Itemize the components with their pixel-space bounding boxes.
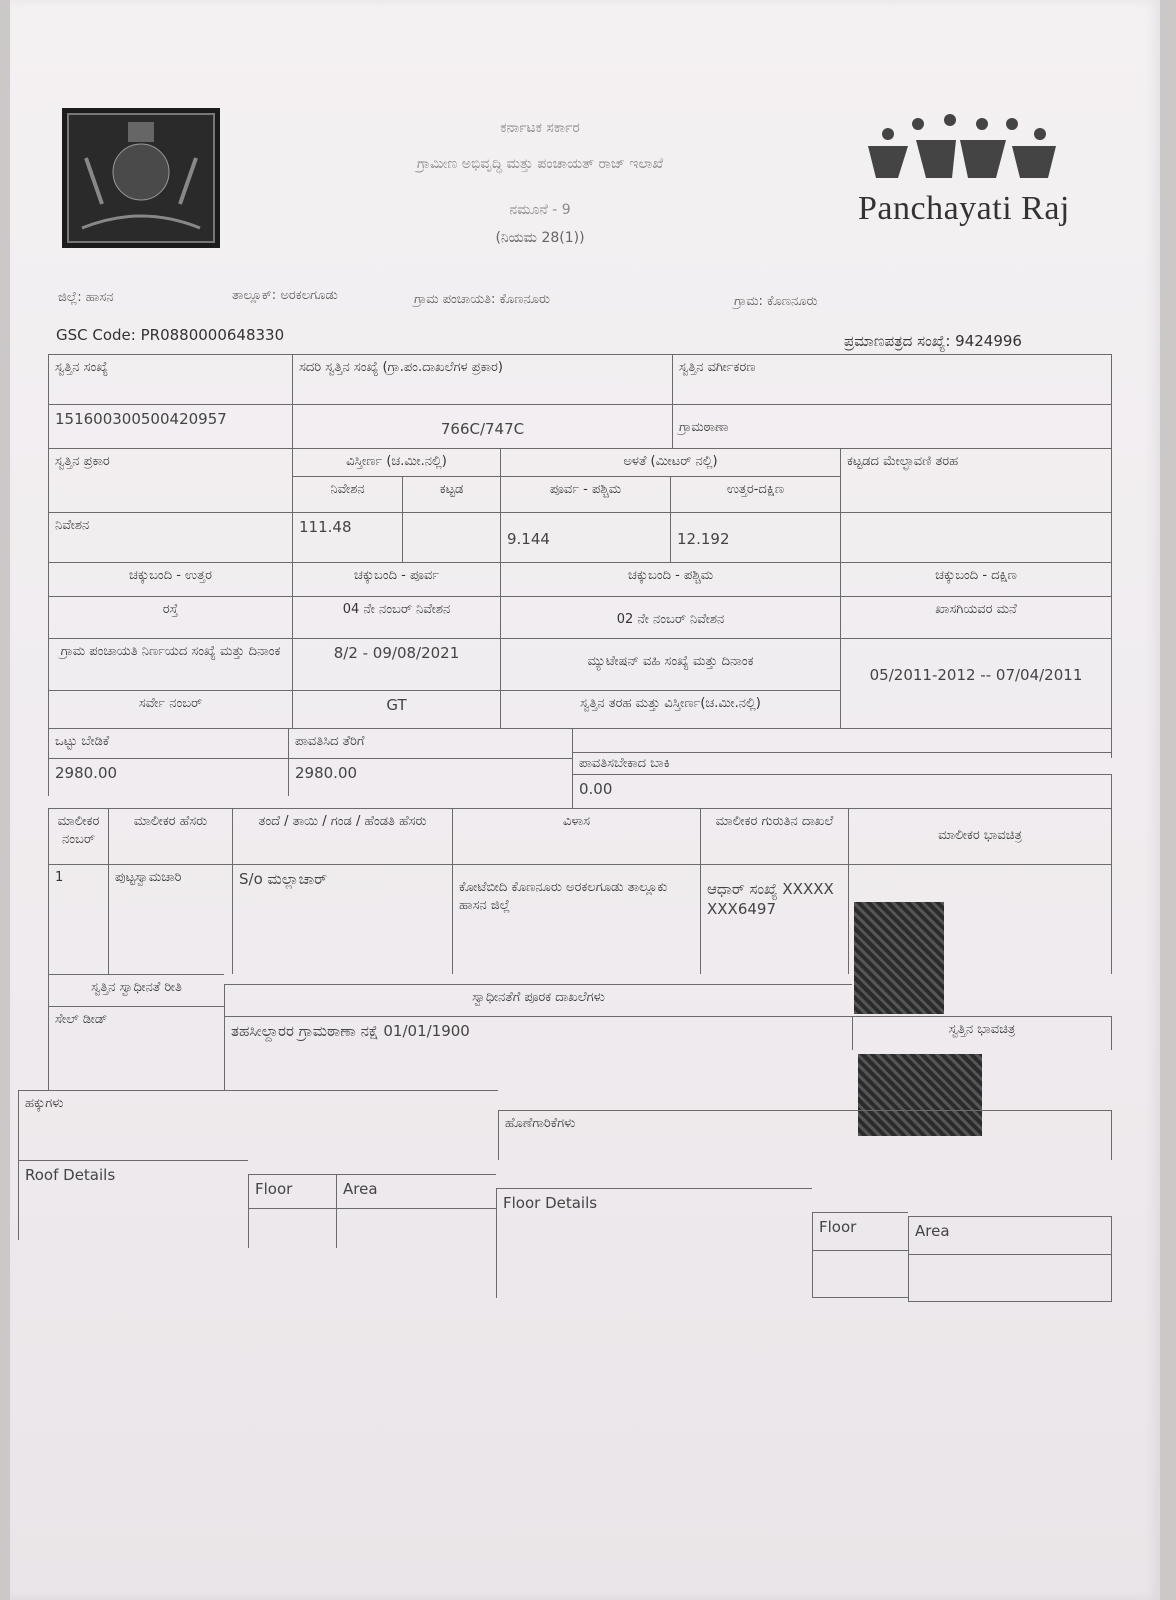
rights-label: ಹಕ್ಕುಗಳು [18, 1090, 498, 1160]
property-type-value: ನಿವೇಶನ [48, 512, 292, 562]
classification-value: ಗ್ರಾಮಠಾಣಾ [672, 404, 1112, 448]
site-label: ನಿವೇಶನ [292, 476, 402, 512]
dept-line: ಗ್ರಾಮೀಣ ಅಭಿವೃದ್ಧಿ ಮತ್ತು ಪಂಚಾಯತ್ ರಾಜ್ ಇಲಾಖೆ [416, 156, 664, 172]
east-boundary-value: 04 ನೇ ನಂಬರ್ ನಿವೇಶನ [292, 596, 500, 638]
owner-id-label: ಮಾಲೀಕರ ಗುರುತಿನ ದಾಖಲೆ [700, 808, 848, 864]
survey-number-label: ಸರ್ವೇ ನಂಬರ್ [48, 690, 292, 728]
property-number-label: ಸ್ವತ್ತಿನ ಸಂಖ್ಯೆ [48, 354, 292, 404]
rule-number: (ನಿಯಮ 28(1)) [495, 230, 585, 246]
roof-floor-label: Floor [248, 1174, 336, 1208]
district: ಜಿಲ್ಲೆ: ಹಾಸನ [58, 290, 114, 305]
survey-number-value: GT [292, 690, 500, 728]
east-boundary-label: ಚಕ್ಕುಬಂದಿ - ಪೂರ್ವ [292, 562, 500, 596]
east-west-label: ಪೂರ್ವ - ಪಶ್ಚಿಮ [500, 476, 670, 512]
floor-area-label: Area [908, 1216, 1112, 1254]
owner-id-value: ಆಧಾರ್ ಸಂಖ್ಯೆ XXXXXXXX6497 [700, 864, 848, 974]
dimension-label: ಅಳತೆ (ಮೀಟರ್ ನಲ್ಲಿ) [500, 448, 840, 476]
north-south-value: 12.192 [670, 512, 840, 562]
floor-details-label: Floor Details [496, 1188, 812, 1298]
owner-photo [854, 902, 944, 1014]
south-boundary-label: ಚಕ್ಕುಬಂದಿ - ದಕ್ಷಿಣ [840, 562, 1112, 596]
property-photo-label: ಸ್ವತ್ತಿನ ಭಾವಚಿತ್ರ [852, 1016, 1112, 1050]
panchayati-raj-title: Panchayati Raj [858, 190, 1070, 227]
acquisition-value: ಸೇಲ್ ಡೀಡ್ [48, 1006, 224, 1090]
property-type-label: ಸ್ವತ್ತಿನ ಪ್ರಕಾರ [48, 448, 292, 512]
floor-label: Floor [812, 1212, 908, 1250]
north-boundary-value: ರಸ್ತೆ [48, 596, 292, 638]
roof-area-value [336, 1208, 496, 1248]
karnataka-emblem [62, 108, 220, 248]
gp-resolution-label: ಗ್ರಾಮ ಪಂಚಾಯತಿ ನಿರ್ಣಯದ ಸಂಖ್ಯೆ ಮತ್ತು ದಿನಾಂಕ [48, 638, 292, 690]
relation-name: S/o ಮಲ್ಲಾಚಾರ್ [232, 864, 452, 974]
property-type-area-label: ಸ್ವತ್ತಿನ ತರಹ ಮತ್ತು ವಿಸ್ತೀರ್ಣ(ಚ.ಮೀ.ನಲ್ಲಿ) [500, 690, 840, 728]
gp-resolution-value: 8/2 - 09/08/2021 [292, 638, 500, 690]
village: ಗ್ರಾಮ: ಕೊಣನೂರು [734, 294, 818, 309]
area-label: ವಿಸ್ತೀರ್ಣ (ಚ.ಮೀ.ನಲ್ಲಿ) [292, 448, 500, 476]
paid-tax-value: 2980.00 [288, 758, 572, 796]
form-number: ನಮೂನೆ - 9 [509, 202, 571, 218]
total-demand-value: 2980.00 [48, 758, 288, 796]
floor-value [812, 1250, 908, 1298]
mutation-label: ಮ್ಯುಟೇಷನ್ ವಹಿ ಸಂಖ್ಯೆ ಮತ್ತು ದಿನಾಂಕ [500, 638, 840, 690]
old-number-value: 766C/747C [292, 404, 672, 448]
classification-label: ಸ್ವತ್ತಿನ ವರ್ಗೀಕರಣ [672, 354, 1112, 404]
govt-line: ಕರ್ನಾಟಕ ಸರ್ಕಾರ [500, 120, 580, 136]
north-south-label: ಉತ್ತರ-ದಕ್ಷಿಣ [670, 476, 840, 512]
west-boundary-label: ಚಕ್ಕುಬಂದಿ - ಪಶ್ಚಿಮ [500, 562, 840, 596]
total-demand-label: ಒಟ್ಟು ಬೇಡಿಕೆ [48, 728, 288, 758]
paid-tax-label: ಪಾವತಿಸಿದ ತೆರಿಗೆ [288, 728, 572, 758]
relation-name-label: ತಂದೆ / ತಾಯಿ / ಗಂಡ / ಹೆಂಡತಿ ಹೆಸರು [232, 808, 452, 864]
due-label: ಪಾವತಿಸಬೇಕಾದ ಬಾಕಿ [572, 752, 1112, 774]
supporting-docs-value: ತಹಸೀಲ್ದಾರರ ಗ್ರಾಮಠಾಣಾ ನಕ್ಷೆ 01/01/1900 [224, 1016, 852, 1090]
east-west-value: 9.144 [500, 512, 670, 562]
site-area-value: 111.48 [292, 512, 402, 562]
owner-name-label: ಮಾಲೀಕರ ಹೆಸರು [108, 808, 232, 864]
address-label: ವಿಳಾಸ [452, 808, 700, 864]
roof-type-label: ಕಟ್ಟಡದ ಮೇಲ್ಛಾವಣಿ ತರಹ [840, 448, 1112, 512]
certificate-number: ಪ್ರಮಾಣಪತ್ರದ ಸಂಖ್ಯೆ: 9424996 [844, 332, 1022, 350]
taluk: ತಾಲ್ಲೂಕ್: ಅರಕಲಗೂಡು [232, 288, 338, 303]
roof-type-value [840, 512, 1112, 562]
gsc-code: GSC Code: PR0880000648330 [56, 326, 285, 344]
owner-name: ಪುಟ್ಟಸ್ವಾಮಚಾರಿ [108, 864, 232, 974]
north-boundary-label: ಚಕ್ಕುಬಂದಿ - ಉತ್ತರ [48, 562, 292, 596]
west-boundary-value: 02 ನೇ ನಂಬರ್ ನಿವೇಶನ [500, 596, 840, 638]
mutation-value: 05/2011-2012 -- 07/04/2011 [840, 638, 1112, 728]
south-boundary-value: ಖಾಸಗಿಯವರ ಮನೆ [840, 596, 1112, 638]
owner-number: 1 [48, 864, 108, 974]
acquisition-label: ಸ್ವತ್ತಿನ ಸ್ವಾಧೀನತೆ ರೀತಿ [48, 974, 224, 1006]
building-label: ಕಟ್ಟಡ [402, 476, 500, 512]
old-number-label: ಸದರಿ ಸ್ವತ್ತಿನ ಸಂಖ್ಯೆ (ಗ್ರಾ.ಪಂ.ದಾಖಲೆಗಳ ಪ್ರಕಾರ) [292, 354, 672, 404]
roof-floor-value [248, 1208, 336, 1248]
gram-panchayat: ಗ್ರಾಮ ಪಂಚಾಯತಿ: ಕೊಣನೂರು [414, 292, 550, 307]
building-area-value [402, 512, 500, 562]
liabilities-label: ಹೊಣೆಗಾರಿಕೆಗಳು [498, 1110, 1112, 1160]
owner-photo-label: ಮಾಲೀಕರ ಭಾವಚಿತ್ರ [848, 808, 1112, 864]
owner-number-label: ಮಾಲೀಕರ ನಂಬರ್ [48, 808, 108, 864]
owner-address: ಕೋಟೆಬೀದಿ ಕೊಣನೂರು ಅರಕಲಗೂಡು ತಾಲ್ಲೂಕು ಹಾಸನ ಜಿಲ್ಲೆ [452, 864, 700, 974]
due-value: 0.00 [572, 774, 1112, 808]
roof-area-label: Area [336, 1174, 496, 1208]
property-number-value: 151600300500420957 [48, 404, 292, 448]
supporting-docs-label: ಸ್ವಾಧೀನತೆಗೆ ಪೂರಕ ದಾಖಲೆಗಳು [224, 984, 852, 1016]
roof-details-label: Roof Details [18, 1160, 248, 1240]
document-sheet [10, 0, 1160, 1600]
floor-area-value [908, 1254, 1112, 1302]
